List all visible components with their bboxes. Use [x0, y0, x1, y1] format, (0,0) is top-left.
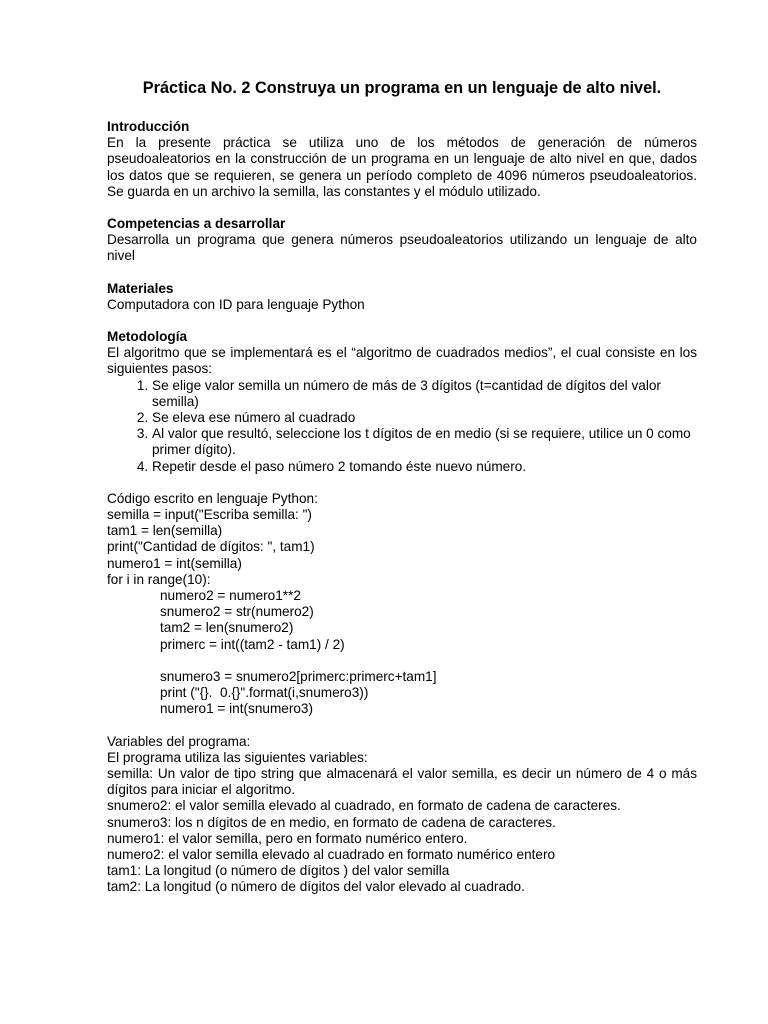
variable-item: semilla: Un valor de tipo string que almacenará el valor semilla, es decir un número de 4 o más dígitos para iniciar el algoritmo. [107, 765, 697, 798]
intro-heading: Introducción [107, 119, 190, 134]
metodologia-heading: Metodología [107, 329, 188, 345]
materiales-text: Computadora con ID para lenguaje Python [107, 296, 365, 312]
intro-text: En la presente práctica se utiliza uno de los métodos de generación de números pseudoaleatorios en la construcción de un programa en un lenguaje de alto nivel en que, dados los datos que se requieren, se genera un período completo de 4096 números pseudoaleatorios. Se guarda en un archivo la semilla, las constantes y el módulo utilizado. [107, 135, 697, 199]
code-line: tam2 = len(snumero2) [160, 620, 294, 636]
code-intro: Código escrito en lenguaje Python: [107, 490, 318, 506]
page-title: Práctica No. 2 Construya un programa en un lenguaje de alto nivel. [142, 79, 662, 97]
code-line: numero1 = int(semilla) [107, 555, 242, 571]
code-line: print("Cantidad de dígitos: ", tam1) [107, 539, 315, 555]
code-line: primerc = int((tam2 - tam1) / 2) [160, 636, 345, 652]
list-item: 1. Se elige valor semilla un número de más de 3 dígitos (t=cantidad de dígitos del valor semilla) [152, 378, 697, 410]
metodologia-steps [107, 378, 697, 475]
code-line: for i in range(10): [107, 571, 211, 587]
variables-intro: El programa utiliza las siguientes variables: [107, 749, 368, 765]
materiales-heading: Materiales [107, 280, 174, 296]
list-item: 2. Se eleva ese número al cuadrado [152, 410, 697, 426]
variable-item: numero2: el valor semilla elevado al cuadrado en formato numérico entero [107, 846, 556, 862]
code-line: tam1 = len(semilla) [107, 523, 223, 539]
variable-item: numero1: el valor semilla, pero en formato numérico entero. [107, 830, 468, 846]
competencias-text: Desarrolla un programa que genera números pseudoaleatorios utilizando un lenguaje de alto nivel [107, 232, 697, 264]
code-line: print ("{}. 0.{}".format(i,snumero3)) [160, 685, 369, 701]
document-body [107, 119, 697, 896]
metodologia-text: El algoritmo que se implementará es el “algoritmo de cuadrados medios”, el cual consiste en los siguientes pasos: [107, 345, 697, 377]
variable-item: snumero2: el valor semilla elevado al cuadrado, en formato de cadena de caracteres. [107, 798, 621, 814]
variables-heading: Variables del programa: [107, 733, 251, 749]
variable-item: tam2: La longitud (o número de dígitos del valor elevado al cuadrado. [107, 879, 525, 895]
code-line: semilla = input("Escriba semilla: ") [107, 507, 312, 523]
competencias-heading: Competencias a desarrollar [107, 216, 286, 232]
code-line: snumero3 = snumero2[primerc:primerc+tam1] [160, 668, 437, 684]
code-line: numero2 = numero1**2 [160, 588, 301, 604]
code-line: snumero2 = str(numero2) [160, 604, 314, 620]
list-item: 4. Repetir desde el paso número 2 tomando éste nuevo número. [152, 459, 697, 475]
variable-item: tam1: La longitud (o número de dígitos ) del valor semilla [107, 863, 450, 879]
list-item: 3. Al valor que resultó, seleccione los t dígitos de en medio (si se requiere, utilice un 0 como primer dígito). [152, 426, 697, 458]
variable-item: snumero3: los n dígitos de en medio, en formato de cadena de caracteres. [107, 814, 556, 830]
code-line: numero1 = int(snumero3) [160, 701, 314, 717]
